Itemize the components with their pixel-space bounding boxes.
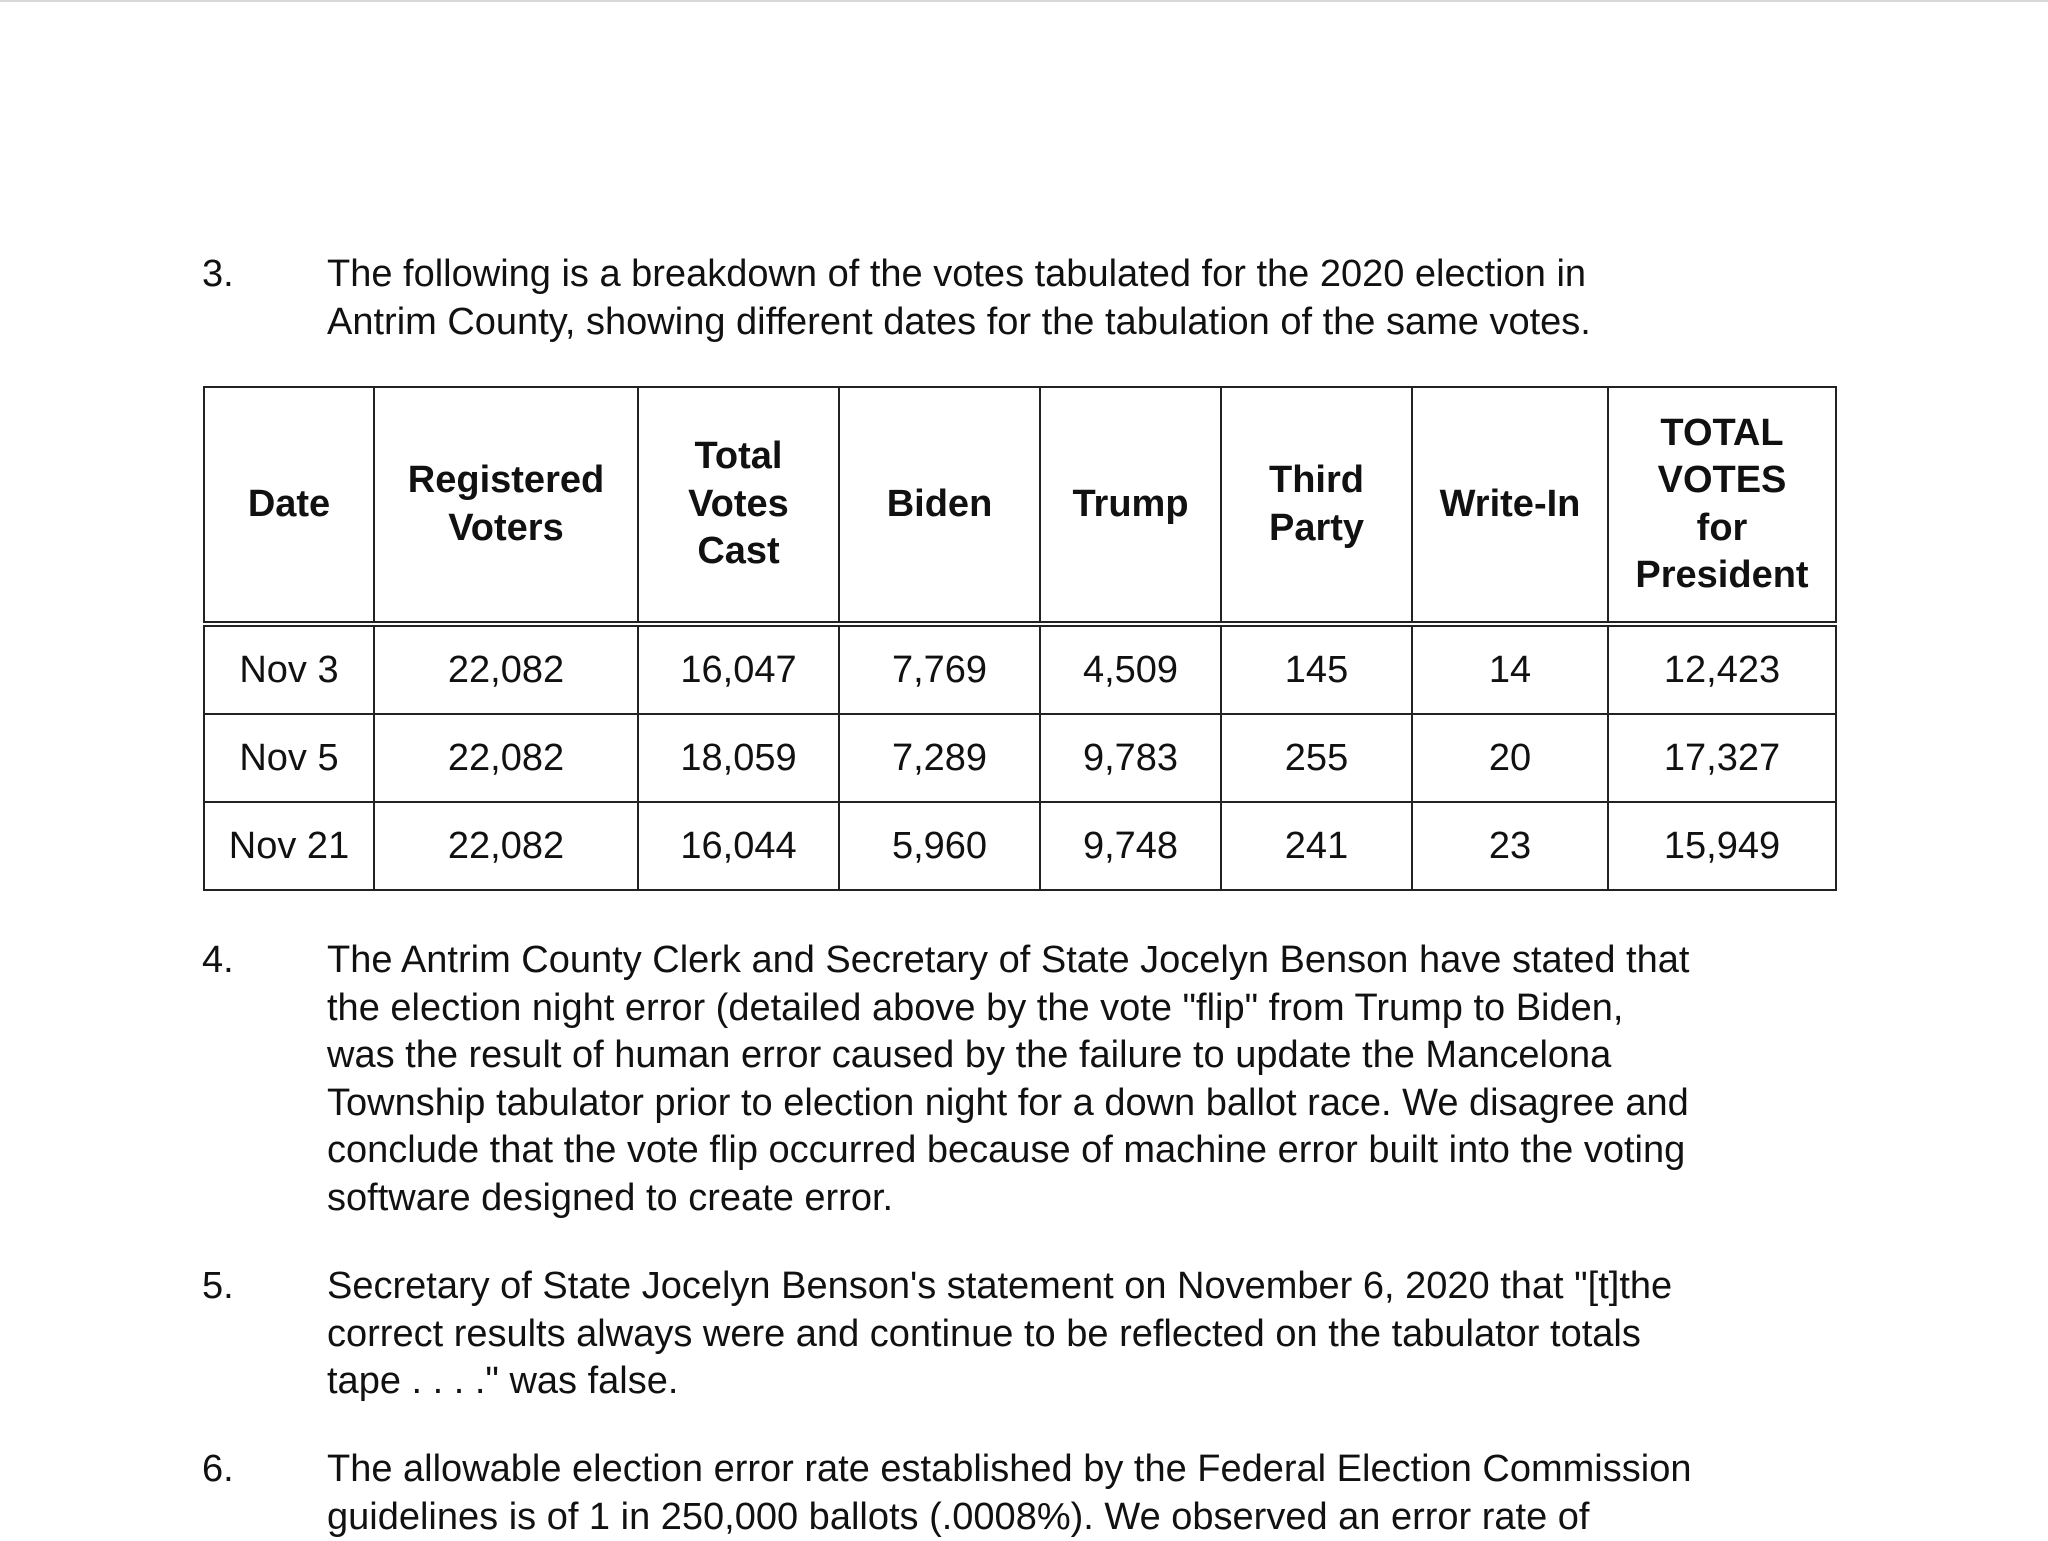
cell-date: Nov 21 xyxy=(204,802,374,890)
text-line: conclude that the vote flip occurred because of machine error built into the voting xyxy=(327,1127,1813,1175)
cell-write-in: 14 xyxy=(1412,624,1608,714)
cell-total-votes-president: 12,423 xyxy=(1608,624,1836,714)
cell-biden: 7,769 xyxy=(839,624,1040,714)
paragraph-text xyxy=(327,937,1813,1222)
paragraph-text xyxy=(327,1446,1813,1541)
paragraph-number: 6. xyxy=(202,1446,234,1494)
text-line: Antrim County, showing different dates for the tabulation of the same votes. xyxy=(327,299,1813,347)
cell-third-party: 241 xyxy=(1221,802,1412,890)
paragraph-text xyxy=(327,251,1813,346)
cell-date: Nov 5 xyxy=(204,714,374,802)
text-line: guidelines is of 1 in 250,000 ballots (.0008%). We observed an error rate of xyxy=(327,1494,1813,1541)
paragraph-number: 4. xyxy=(202,937,234,985)
cell-biden: 5,960 xyxy=(839,802,1040,890)
text-line: was the result of human error caused by the failure to update the Mancelona xyxy=(327,1032,1813,1080)
cell-total-votes-cast: 16,044 xyxy=(638,802,839,890)
text-line: the election night error (detailed above by the vote "flip" from Trump to Biden, xyxy=(327,985,1813,1033)
cell-third-party: 145 xyxy=(1221,624,1412,714)
cell-third-party: 255 xyxy=(1221,714,1412,802)
cell-biden: 7,289 xyxy=(839,714,1040,802)
cell-write-in: 20 xyxy=(1412,714,1608,802)
vote-tabulation-table xyxy=(203,386,1837,891)
text-line: correct results always were and continue to be reflected on the tabulator totals xyxy=(327,1311,1813,1359)
header-registered-voters: Registered Voters xyxy=(374,387,638,624)
header-total-votes-cast: Total Votes Cast xyxy=(638,387,839,624)
text-line: Township tabulator prior to election night for a down ballot race. We disagree and xyxy=(327,1080,1813,1128)
cell-registered-voters: 22,082 xyxy=(374,802,638,890)
header-date: Date xyxy=(204,387,374,624)
text-line: The Antrim County Clerk and Secretary of State Jocelyn Benson have stated that xyxy=(327,937,1813,985)
text-line: software designed to create error. xyxy=(327,1175,1813,1223)
cell-total-votes-cast: 18,059 xyxy=(638,714,839,802)
page-top-border xyxy=(0,0,2048,2)
header-total-votes-president: TOTAL VOTES for President xyxy=(1608,387,1836,624)
paragraph-number: 5. xyxy=(202,1263,234,1311)
cell-trump: 9,748 xyxy=(1040,802,1221,890)
text-line: Secretary of State Jocelyn Benson's statement on November 6, 2020 that "[t]the xyxy=(327,1263,1813,1311)
header-write-in: Write-In xyxy=(1412,387,1608,624)
cell-registered-voters: 22,082 xyxy=(374,714,638,802)
text-line: The allowable election error rate established by the Federal Election Commission xyxy=(327,1446,1813,1494)
cell-total-votes-president: 17,327 xyxy=(1608,714,1836,802)
cell-trump: 4,509 xyxy=(1040,624,1221,714)
cell-registered-voters: 22,082 xyxy=(374,624,638,714)
paragraph-number: 3. xyxy=(202,251,234,299)
header-trump: Trump xyxy=(1040,387,1221,624)
text-line: tape . . . ." was false. xyxy=(327,1358,1813,1406)
cell-trump: 9,783 xyxy=(1040,714,1221,802)
paragraph-text xyxy=(327,1263,1813,1406)
table-row xyxy=(204,802,1836,890)
table-header-row xyxy=(204,387,1836,624)
table-row xyxy=(204,624,1836,714)
cell-total-votes-president: 15,949 xyxy=(1608,802,1836,890)
cell-total-votes-cast: 16,047 xyxy=(638,624,839,714)
cell-date: Nov 3 xyxy=(204,624,374,714)
cell-write-in: 23 xyxy=(1412,802,1608,890)
table-row xyxy=(204,714,1836,802)
header-biden: Biden xyxy=(839,387,1040,624)
text-line: The following is a breakdown of the votes tabulated for the 2020 election in xyxy=(327,251,1813,299)
header-third-party: Third Party xyxy=(1221,387,1412,624)
